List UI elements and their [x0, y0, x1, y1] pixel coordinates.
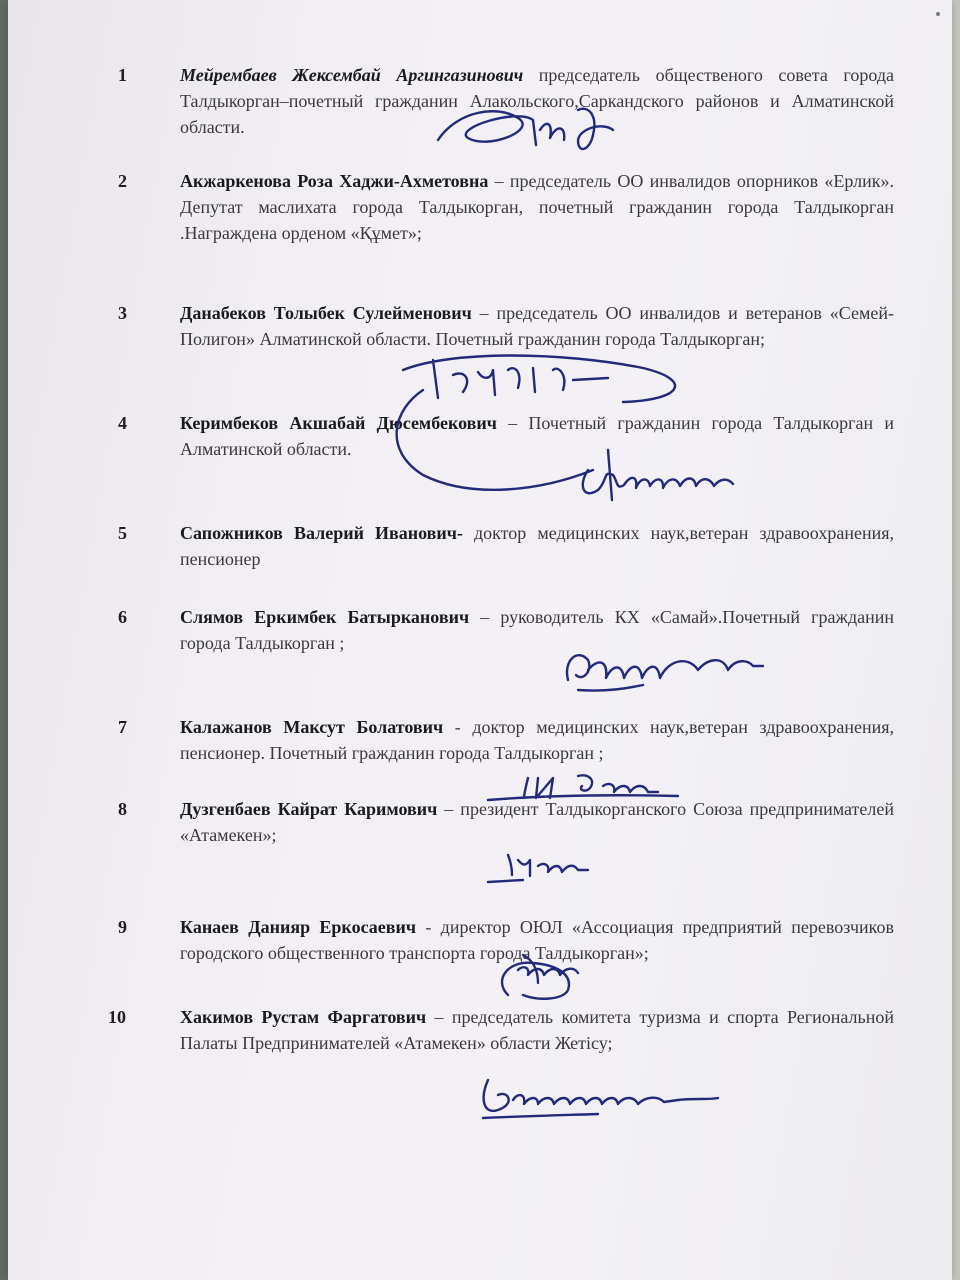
person-name: Мейрембаев Жексембай Аргингазинович	[180, 65, 524, 85]
person-description: доктор медицинских наук,ветеран здравоохранения, пенсионер	[180, 523, 894, 569]
item-number: 6	[118, 607, 127, 627]
item-text	[180, 796, 894, 848]
item-text	[180, 1004, 894, 1056]
item-text	[180, 410, 894, 462]
person-name: Хакимов Рустам Фаргатович	[180, 1007, 427, 1027]
list-item	[118, 914, 894, 966]
list-item	[118, 300, 894, 352]
item-text	[180, 168, 894, 246]
person-name: Слямов Еркимбек Батырканович	[180, 607, 470, 627]
item-text	[180, 62, 894, 140]
item-text	[180, 520, 894, 572]
item-number: 10	[108, 1007, 126, 1027]
person-name: Акжаркенова Роза Хаджи-Ахметовна	[180, 171, 489, 191]
person-description: – президент Талдыкорганского Союза предпринимателей «Атамекен»;	[180, 799, 894, 845]
list-item	[118, 62, 894, 140]
list-item	[118, 168, 894, 246]
list-item	[108, 1004, 894, 1056]
document-page	[8, 0, 952, 1280]
person-description: – руководитель КХ «Самай».Почетный гражданин города Талдыкорган ;	[180, 607, 894, 653]
item-text	[180, 914, 894, 966]
person-description: – Почетный гражданин города Талдыкорган и Алматинской области.	[180, 413, 894, 459]
person-description: – председатель комитета туризма и спорта Региональной Палаты Предпринимателей «Атамекен» области Жетісу;	[180, 1007, 894, 1053]
person-description: – председатель ОО инвалидов и ветеранов «Семей-Полигон» Алматинской области. Почетный гражданин города Талдыкорган;	[180, 303, 894, 349]
list-item	[118, 410, 894, 462]
item-number: 7	[118, 717, 127, 737]
item-text	[180, 300, 894, 352]
item-number: 2	[118, 171, 127, 191]
list-item	[118, 796, 894, 848]
person-name: Данабеков Толыбек Сулейменович	[180, 303, 472, 323]
person-description: - директор ОЮЛ «Ассоциация предприятий перевозчиков городского общественного транспорта города Талдыкорган»;	[180, 917, 894, 963]
item-number: 3	[118, 303, 127, 323]
item-number: 8	[118, 799, 127, 819]
signature-8	[478, 840, 628, 900]
item-text	[180, 604, 894, 656]
person-name: Сапожников Валерий Иванович-	[180, 523, 463, 543]
person-description: - доктор медицинских наук,ветеран здравоохранения, пенсионер. Почетный гражданин города Талдыкорган ;	[180, 717, 894, 763]
paper-mark	[936, 12, 940, 16]
list-item	[118, 714, 894, 766]
person-name: Дузгенбаев Кайрат Каримович	[180, 799, 438, 819]
item-number: 9	[118, 917, 127, 937]
person-name: Калажанов Максут Болатович	[180, 717, 444, 737]
person-name: Керимбеков Акшабай Дюсембекович	[180, 413, 497, 433]
item-number: 1	[118, 65, 127, 85]
person-name: Канаев Данияр Еркосаевич	[180, 917, 417, 937]
list-item	[118, 520, 894, 572]
item-text	[180, 714, 894, 766]
signature-10	[468, 1060, 748, 1130]
person-description: председатель общественого совета города Талдыкорган–почетный гражданин Алакольского,Саркандского районов и Алматинской области.	[180, 65, 894, 137]
item-number: 4	[118, 413, 127, 433]
list-item	[118, 604, 894, 656]
person-description: – председатель ОО инвалидов опорников «Ерлик». Депутат маслихата города Талдыкорган, почетный гражданин города Талдыкорган .Награждена орденом «Құмет»;	[180, 171, 894, 243]
item-number: 5	[118, 523, 127, 543]
